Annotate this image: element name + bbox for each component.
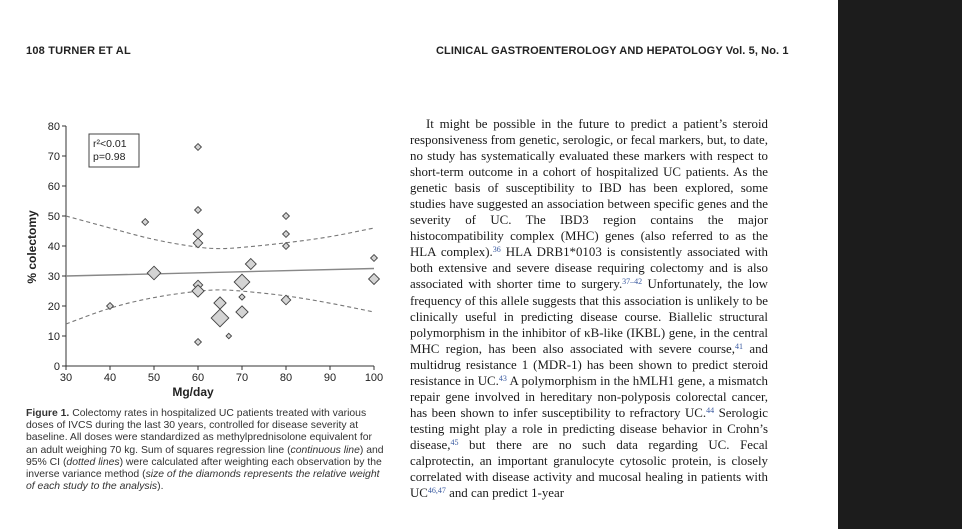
data-point-diamond (211, 309, 229, 327)
data-point-diamond (195, 144, 202, 151)
data-point-diamond (226, 333, 231, 338)
x-tick-label: 70 (235, 372, 249, 384)
caption-text: ) were calculated after weighting each observation by the inverse variance method ( (26, 456, 382, 481)
x-tick-label: 50 (147, 372, 161, 384)
figure-1-scatter-plot (20, 112, 395, 402)
data-point-diamond (192, 285, 204, 297)
data-point-diamond (193, 229, 203, 239)
body-text: It might be possible in the future to predict a patient’s steroid responsiveness from genetic, serologic, or fecal markers, but, to date, no study has systematically evaluated these markers with respect to short-term outcome in a cohort of hospitalized UC patients. As the genetic basis of susceptibility to IBD has been explored, some studies have suggested an association between specific genes and the severity of UC. The IBD3 region contains the major histocompatibility complex (MHC) genes (also referred to as the HLA complex). (410, 117, 768, 260)
x-tick-label: 90 (323, 372, 337, 384)
x-tick-label: 40 (103, 372, 117, 384)
data-point-diamond (195, 339, 202, 346)
data-point-diamond (239, 294, 245, 300)
y-tick-label: 0 (53, 361, 60, 373)
running-head-left: 108 TURNER ET AL (26, 45, 131, 57)
data-point-diamond (142, 219, 149, 226)
citation-link[interactable]: 45 (450, 437, 459, 447)
caption-text: Colectomy rates in hospitalized UC patients treated with various doses of IVCS during the last 30 years, controlled for disease severity at baseline. All doses were standardized as methylprednisolone equivalent for an adult weighing 70 kg. Sum of squares regression line ( (26, 408, 372, 456)
body-text: A polymorphism in the hMLH1 gene, a mismatch repair gene involved in hereditary non-polyposis colorectal cancer, has been shown to infer susceptibility to refractory UC. (410, 373, 769, 420)
x-tick-label: 30 (59, 372, 73, 384)
caption-text: ). (157, 481, 164, 493)
y-tick-label: 10 (47, 331, 60, 343)
body-text-column (410, 116, 768, 501)
y-axis-label: % colectomy (25, 210, 39, 284)
body-paragraph (410, 116, 768, 501)
body-text: and can predict 1-year (445, 486, 565, 501)
data-point-diamond (214, 297, 226, 309)
data-point-diamond (236, 306, 248, 318)
caption-italic: size of the diamonds represents the relative weight of each study to the analysis (26, 469, 380, 493)
data-point-diamond (283, 213, 290, 220)
data-point-diamond (371, 255, 378, 262)
data-point-diamond (107, 303, 114, 310)
p-value-label: p=0.98 (93, 151, 126, 163)
data-point-diamond (283, 243, 290, 250)
regression-line (66, 269, 374, 277)
viewer-background (838, 0, 962, 529)
citation-link[interactable]: 37–42 (622, 277, 643, 287)
data-point-diamond (283, 231, 290, 238)
ci-upper-line (66, 216, 374, 249)
y-tick-label: 20 (47, 301, 60, 313)
citation-link[interactable]: 43 (498, 373, 507, 383)
body-text: Unfortunately, the low frequency of this allele suggests that this association is unlikely to be clinically useful in predicting disease course. Biallelic structural polymorphism in the inhibitor of κB-like (IKBL) gene, in the central MHC region, has been also associated with severe course, (410, 277, 768, 356)
caption-italic: dotted lines (66, 456, 120, 468)
y-tick-label: 70 (47, 151, 60, 163)
data-point-diamond (234, 274, 250, 290)
data-point-diamond (369, 274, 380, 285)
x-tick-label: 80 (279, 372, 293, 384)
citation-link[interactable]: 41 (734, 341, 743, 351)
x-tick-label: 100 (364, 372, 384, 384)
body-text: Serologic testing might play a role in predicting disease behavior in Crohn’s disease, (410, 405, 768, 452)
data-point-diamond (281, 295, 291, 305)
figure-caption (26, 408, 386, 493)
body-text: HLA DRB1*0103 is consistently associated with both extensive and severe disease requiring colectomy and is also associated with shorter time to surgery. (410, 245, 769, 292)
body-text: and multidrug resistance 1 (MDR-1) has been shown to predict steroid resistance in UC. (410, 341, 768, 388)
caption-italic: continuous line (290, 444, 360, 456)
x-tick-label: 60 (191, 372, 205, 384)
caption-label: Figure 1. (26, 408, 70, 419)
data-point-diamond (245, 259, 256, 270)
regression-line-group (66, 269, 374, 277)
y-tick-label: 80 (47, 121, 60, 133)
running-head-journal: CLINICAL GASTROENTEROLOGY AND HEPATOLOGY Vol. 5, No. 1 (436, 45, 789, 57)
data-points (107, 144, 380, 346)
x-axis-label: Mg/day (172, 385, 214, 399)
stats-annotation (89, 134, 139, 167)
y-tick-label: 60 (47, 181, 60, 193)
r-squared-label: r²<0.01 (93, 138, 127, 150)
y-tick-label: 30 (47, 271, 60, 283)
data-point-diamond (147, 266, 161, 280)
citation-link[interactable]: 46,47 (427, 486, 446, 496)
y-tick-label: 40 (47, 241, 60, 253)
citation-link[interactable]: 44 (706, 405, 715, 415)
caption-text: ) and 95% CI ( (26, 444, 384, 468)
body-text: but there are no such data regarding UC. Fecal calprotectin, an important granulocyte cytosolic protein, is closely correlated with disease activity and mucosal healing in patients with UC (410, 437, 768, 501)
y-tick-label: 50 (47, 211, 60, 223)
citation-link[interactable]: 36 (492, 245, 501, 255)
data-point-diamond (195, 207, 202, 214)
data-point-diamond (193, 238, 203, 248)
